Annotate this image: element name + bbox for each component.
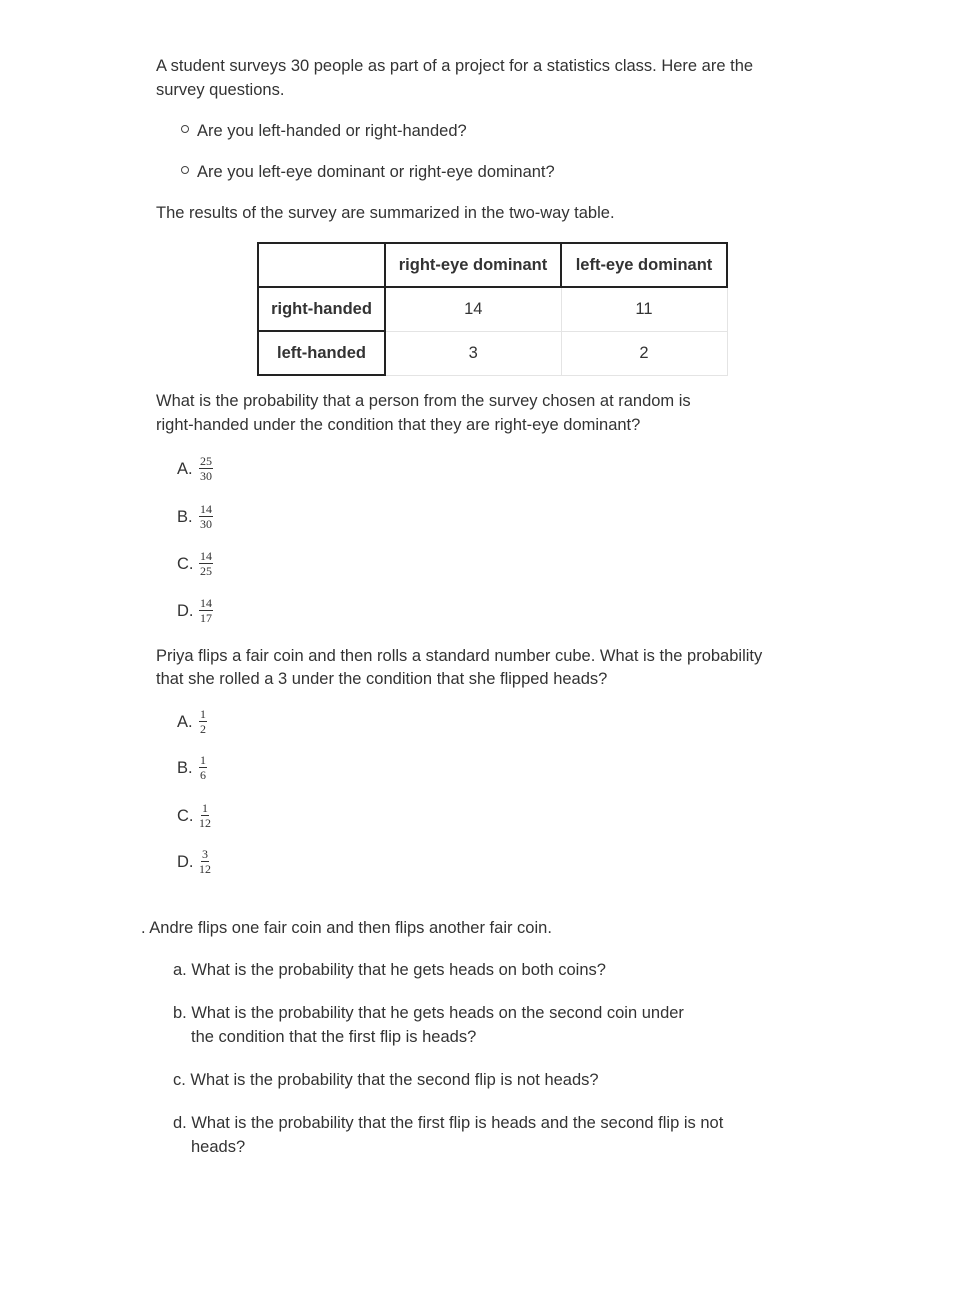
numerator: 25 [200, 454, 212, 468]
fraction [199, 455, 213, 482]
q1-option-d[interactable] [177, 597, 213, 624]
row-header: right-handed [258, 287, 385, 331]
q2-option-c[interactable] [177, 802, 211, 829]
q1-option-a[interactable] [177, 455, 213, 482]
fraction [199, 708, 207, 735]
fraction [199, 802, 211, 829]
option-letter: D. [177, 852, 194, 871]
question3-part-b-line-1: b. What is the probability that he gets heads on the second coin under [173, 1004, 684, 1022]
denominator: 30 [200, 517, 212, 531]
intro-line-2: survey questions. [156, 81, 285, 99]
q2-option-a[interactable] [177, 708, 207, 735]
survey-question-2: Are you left-eye dominant or right-eye dominant? [197, 163, 555, 181]
question3-part-b-line-2: the condition that the first flip is heads? [191, 1028, 477, 1046]
numerator: 1 [200, 707, 206, 721]
question3-text: . Andre flips one fair coin and then flips another fair coin. [141, 919, 552, 937]
question1-line-1: What is the probability that a person from the survey chosen at random is [156, 392, 691, 410]
q1-option-c[interactable] [177, 550, 213, 577]
table-row [258, 331, 727, 375]
question2-line-2: that she rolled a 3 under the condition that she flipped heads? [156, 670, 608, 688]
fraction [199, 503, 213, 530]
numerator: 1 [202, 801, 208, 815]
question1-line-2: right-handed under the condition that they are right-eye dominant? [156, 416, 641, 434]
column-header: right-eye dominant [385, 243, 561, 287]
denominator: 25 [200, 564, 212, 578]
option-letter: C. [177, 554, 194, 573]
table-cell: 11 [561, 287, 727, 331]
table-row [258, 287, 727, 331]
bullet-icon [181, 166, 189, 174]
two-way-table [257, 242, 728, 376]
question3-part-a: a. What is the probability that he gets heads on both coins? [173, 961, 606, 979]
bullet-icon [181, 125, 189, 133]
option-letter: B. [177, 507, 193, 526]
fraction [199, 848, 211, 875]
table-intro: The results of the survey are summarized in the two-way table. [156, 204, 615, 222]
fraction [199, 597, 213, 624]
denominator: 12 [199, 862, 211, 876]
denominator: 2 [200, 722, 206, 736]
fraction [199, 754, 207, 781]
q2-option-b[interactable] [177, 754, 207, 781]
question2-line-1: Priya flips a fair coin and then rolls a standard number cube. What is the probability [156, 647, 763, 665]
numerator: 14 [200, 549, 212, 563]
table-cell: 14 [385, 287, 561, 331]
numerator: 14 [200, 502, 212, 516]
option-letter: A. [177, 459, 193, 478]
denominator: 30 [200, 469, 212, 483]
column-header: left-eye dominant [561, 243, 727, 287]
q1-option-b[interactable] [177, 503, 213, 530]
intro-line-1: A student surveys 30 people as part of a project for a statistics class. Here are the [156, 57, 754, 75]
option-letter: C. [177, 806, 194, 825]
table-cell: 3 [385, 331, 561, 375]
numerator: 1 [200, 753, 206, 767]
survey-question-1: Are you left-handed or right-handed? [197, 122, 467, 140]
denominator: 12 [199, 816, 211, 830]
table-cell: 2 [561, 331, 727, 375]
option-letter: A. [177, 712, 193, 731]
numerator: 3 [202, 847, 208, 861]
table-corner-cell [258, 243, 385, 287]
table-header-row [258, 243, 727, 287]
q2-option-d[interactable] [177, 848, 211, 875]
option-letter: B. [177, 758, 193, 777]
denominator: 17 [200, 611, 212, 625]
question3-part-c: c. What is the probability that the second flip is not heads? [173, 1071, 599, 1089]
option-letter: D. [177, 601, 194, 620]
question3-part-d-line-2: heads? [191, 1138, 246, 1156]
question3-part-d-line-1: d. What is the probability that the first flip is heads and the second flip is not [173, 1114, 724, 1132]
row-header: left-handed [258, 331, 385, 375]
denominator: 6 [200, 768, 206, 782]
numerator: 14 [200, 596, 212, 610]
fraction [199, 550, 213, 577]
